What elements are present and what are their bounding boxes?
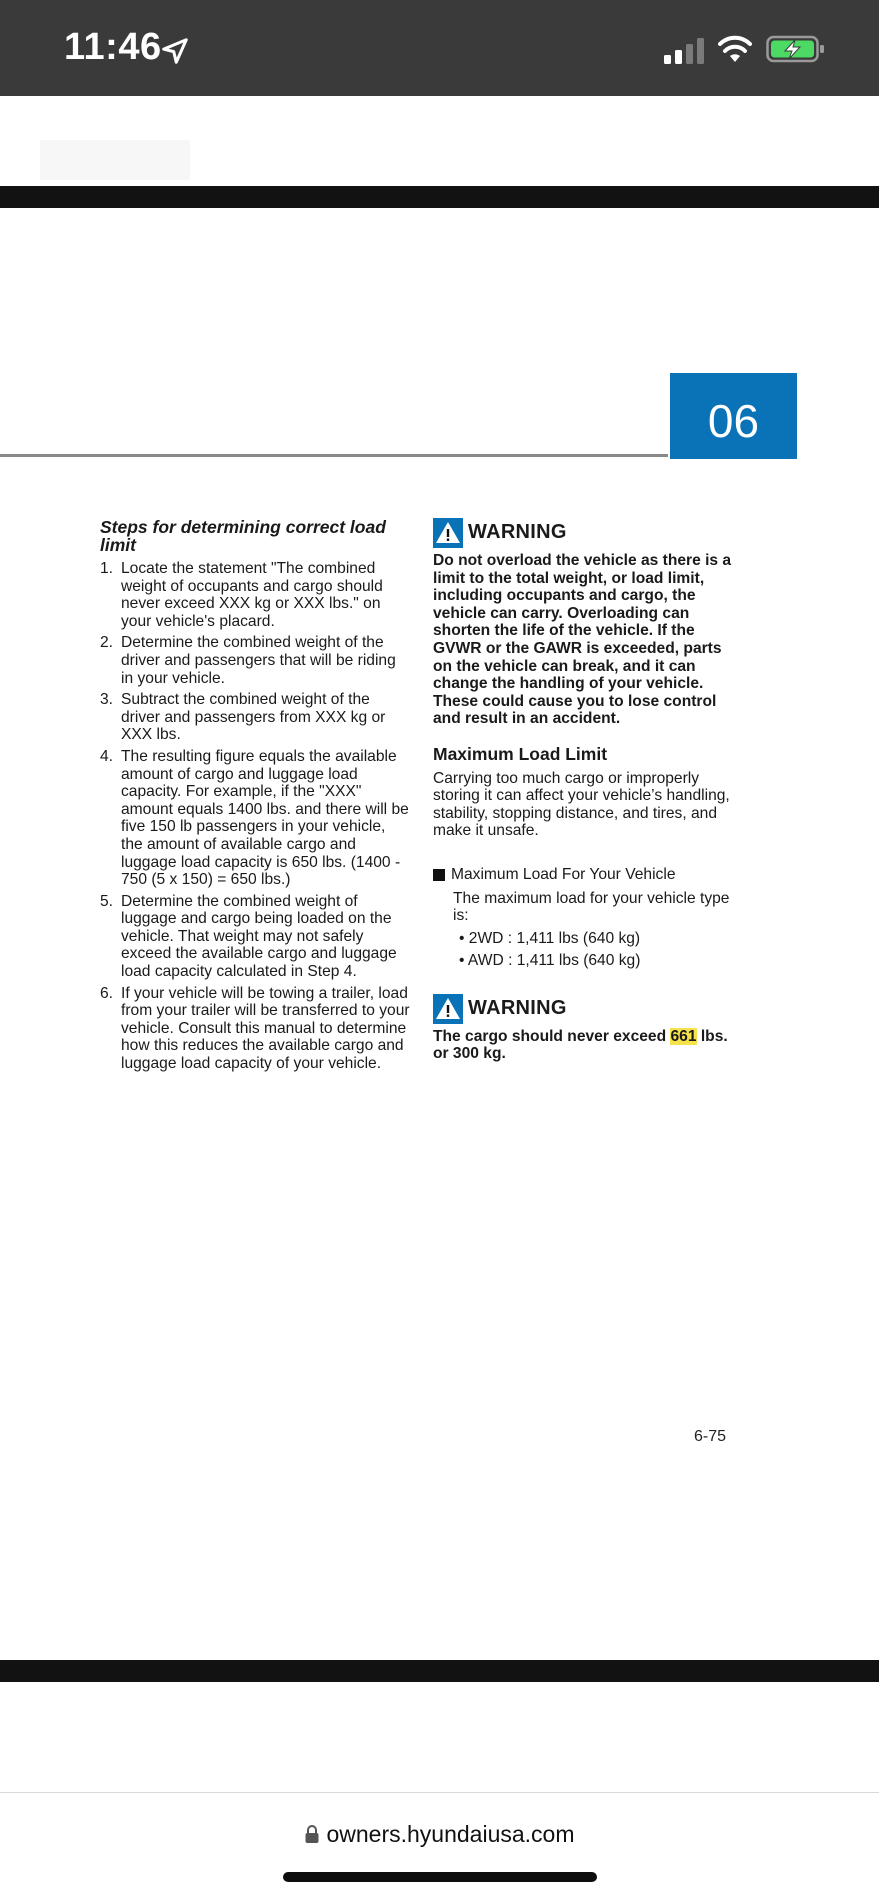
right-column [433, 518, 733, 1063]
step-text: The resulting figure equals the available amount of cargo and luggage load capacity. For example, if the "XXX" amount equals 1400 lbs. and there will be five 150 lb passengers in your vehicle, the amount of available cargo and luggage load capacity is 650 lbs. (1400 - 750 (5 x 150) = 650 lbs.) [121, 747, 409, 889]
warning-text: Do not overload the vehicle as there is a limit to the total weight, or load limit, including occupants and cargo, the vehicle can carry. Overloading can shorten the life of the vehicle. If the GVWR or the GAWR is exceeded, parts on the vehicle can break, and it can change the handling of your vehicle. These could cause you to lose control and result in an accident. [433, 552, 732, 728]
faint-logo [40, 140, 190, 180]
step-text: Determine the combined weight of the driver and passengers that will be riding in your vehicle. [121, 634, 396, 687]
steps-title: Steps for determining correct load limit [100, 517, 386, 555]
step-text: If your vehicle will be towing a trailer, load from your trailer will be transferred to your vehicle. Consult this manual to determine how this reduces the available cargo and luggage load capacity of your vehicle. [121, 984, 410, 1073]
page-number: 6-75 [694, 1428, 727, 1445]
vehicle-load-item: • AWD : 1,411 lbs (640 kg) [459, 952, 641, 970]
warning-icon [433, 994, 463, 1024]
cellular-signal-icon [664, 38, 708, 64]
page-bottom-divider [0, 1660, 879, 1682]
step-text: Determine the combined weight of luggage and cargo being loaded on the vehicle. That weight may not safely exceed the available cargo and luggage load capacity calculated in Step 4. [121, 892, 397, 981]
status-time: 11:46 [64, 26, 162, 68]
vehicle-load-heading [433, 866, 733, 884]
home-indicator[interactable] [283, 1872, 597, 1882]
vehicle-load-heading-text: Maximum Load For Your Vehicle [451, 865, 676, 883]
chapter-line [0, 454, 668, 457]
warning-label: WARNING [468, 521, 567, 544]
step-text: Locate the statement "The combined weight of occupants and cargo should never exceed XXX kg or XXX lbs." on your vehicle's placard. [121, 560, 383, 630]
left-column [100, 518, 410, 1077]
step-number: 1. [100, 560, 114, 577]
cargo-warning-before: The cargo should never exceed [433, 1027, 671, 1045]
browser-toolbar-divider [0, 1792, 879, 1793]
max-load-title: Maximum Load Limit [433, 743, 608, 764]
cargo-warning-after: lbs. or 300 kg. [433, 1027, 728, 1063]
list-item [100, 985, 410, 1073]
vehicle-load-block [433, 890, 733, 970]
step-number: 3. [100, 691, 114, 709]
battery-charging-icon [766, 34, 826, 64]
chapter-number-badge: 06 [670, 373, 797, 459]
vehicle-load-intro: The maximum load for your vehicle type is: [453, 889, 730, 925]
square-bullet-icon [433, 869, 445, 881]
warning-icon [433, 518, 463, 548]
list-item [100, 748, 410, 889]
browser-url[interactable]: owners.hyundaiusa.com [326, 1820, 575, 1847]
search-highlight: 661 [670, 1027, 697, 1045]
page-top-divider [0, 186, 879, 208]
cargo-warning-text [433, 1028, 733, 1063]
warning-label: WARNING [468, 997, 567, 1020]
list-item [100, 560, 410, 630]
warning-heading [433, 994, 733, 1024]
steps-list [100, 560, 410, 1073]
vehicle-load-item: • 2WD : 1,411 lbs (640 kg) [459, 929, 641, 947]
step-number: 4. [100, 747, 114, 765]
list-item [100, 893, 410, 981]
max-load-text: Carrying too much cargo or improperly storing it can affect your vehicle’s handling, stability, stopping distance, and tires, and make it unsafe. [433, 769, 730, 840]
step-number: 5. [100, 892, 114, 910]
warning-heading [433, 518, 733, 548]
status-bar [0, 0, 879, 96]
step-number: 6. [100, 984, 114, 1002]
location-arrow-icon [160, 36, 190, 66]
wifi-icon [718, 34, 752, 64]
lock-icon [304, 1824, 320, 1844]
step-number: 2. [100, 634, 114, 652]
list-item [100, 691, 410, 744]
list-item [100, 634, 410, 687]
browser-address-bar[interactable] [0, 1812, 879, 1856]
step-text: Subtract the combined weight of the driver and passengers from XXX kg or XXX lbs. [121, 691, 386, 744]
